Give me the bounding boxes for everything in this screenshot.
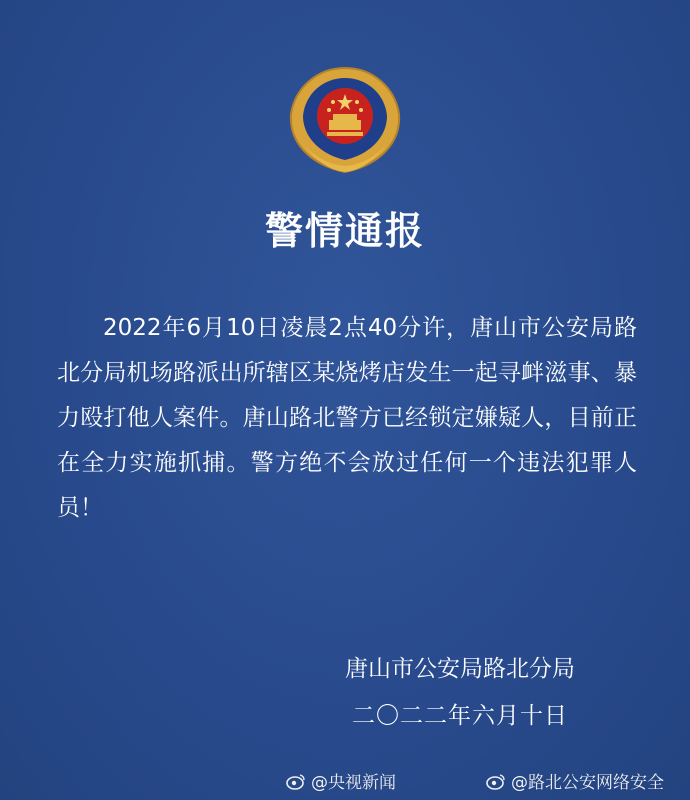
police-emblem-icon xyxy=(283,60,408,180)
notice-body: 2022年6月10日凌晨2点40分许，唐山市公安局路北分局机场路派出所辖区某烧烤店发生一起寻衅滋事、暴力殴打他人案件。唐山路北警方已经锁定嫌疑人，目前正在全力实施抓捕。警方绝不会放过任何一个违法犯罪人员！ xyxy=(57,315,637,521)
signature-date: 二〇二二年六月十日 xyxy=(352,703,568,729)
weibo-icon xyxy=(485,772,507,790)
weibo-icon xyxy=(285,772,307,790)
watermark-text: @路北公安网络安全 xyxy=(511,773,664,793)
notice-title: 警情通报 xyxy=(264,209,425,253)
watermark-cctv-news xyxy=(285,768,396,793)
watermark-lubei-police xyxy=(485,768,664,793)
signature-organization: 唐山市公安局路北分局 xyxy=(345,656,575,682)
watermark-text: @央视新闻 xyxy=(311,773,396,793)
